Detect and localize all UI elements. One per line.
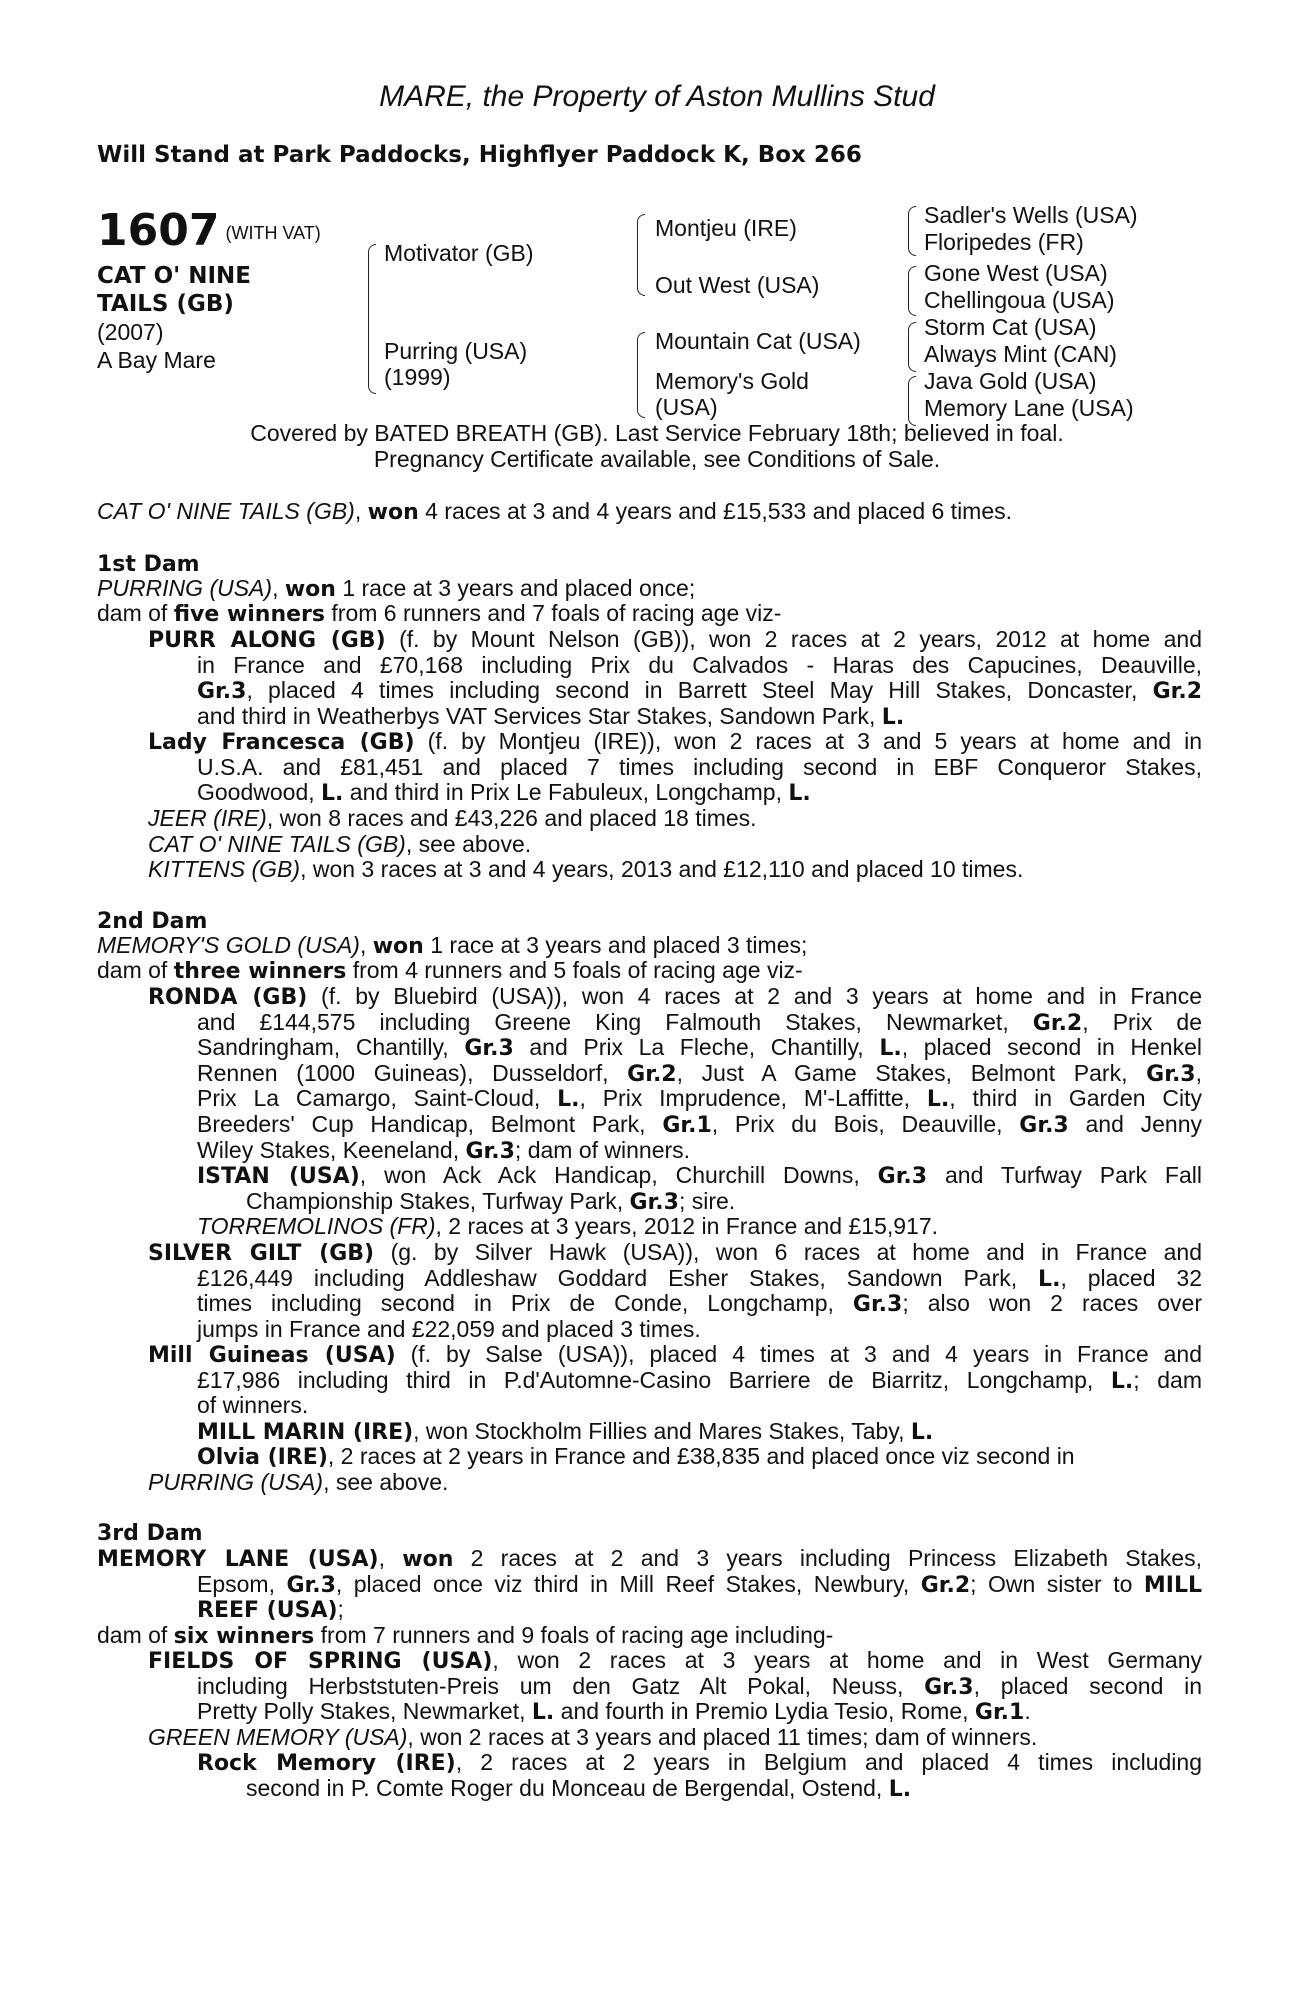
produce-istan (197, 1163, 1202, 1214)
text: from 7 runners and 9 foals of racing age including- (314, 1622, 834, 1648)
produce-mill-marin (197, 1419, 933, 1446)
text: , see above. (405, 831, 532, 857)
pedigree-dss: Storm Cat (USA) (924, 314, 1097, 340)
text: Rennen (1000 Guineas), Dusseldorf, (197, 1059, 628, 1086)
covering-note (0, 420, 1314, 472)
grade: Gr.2 (627, 1061, 677, 1087)
separator: , (378, 1545, 403, 1571)
text: , 2 races at 3 years, 2012 in France and £15,917. (435, 1213, 939, 1239)
text: , won 2 races at 3 years at home and in West Germany (492, 1647, 1202, 1673)
pedigree-dam-dam: Memory's Gold (655, 368, 809, 394)
horse-name: GREEN MEMORY (USA) (148, 1724, 408, 1750)
horse-name-line2: TAILS (GB) (97, 291, 234, 317)
text: from 4 runners and 5 foals of racing age viz- (346, 957, 803, 983)
text: , placed second in (973, 1672, 1203, 1699)
listed: L. (1110, 1368, 1134, 1394)
won-label: won (284, 577, 336, 602)
grade: Gr.3 (1019, 1112, 1069, 1138)
horse-name: PURR ALONG (GB) (148, 628, 386, 653)
grade: Gr.3 (629, 1189, 679, 1215)
page-title: MARE, the Property of Aston Mullins Stud (379, 80, 935, 113)
separator: , (359, 932, 373, 958)
text: ; Own sister to (970, 1570, 1144, 1597)
produce-olvia-cont (148, 1470, 448, 1496)
pedigree-brace (637, 214, 645, 296)
winners-count: six winners (173, 1624, 315, 1649)
separator: , (272, 575, 285, 601)
third-dam-heading: 3rd Dam (97, 1521, 203, 1546)
pedigree-dsd: Always Mint (CAN) (924, 341, 1117, 367)
text: ; sire. (678, 1187, 736, 1214)
pedigree-sire-sire: Montjeu (IRE) (655, 215, 797, 241)
pedigree-sire: Motivator (GB) (384, 240, 534, 266)
produce-purr-along (148, 627, 1202, 729)
first-dam-produce-line (97, 601, 781, 628)
dam-name: MEMORY'S GOLD (USA) (97, 932, 360, 958)
text: and £144,575 including Greene King Falmouth Stakes, Newmarket, (197, 1008, 1033, 1035)
listed: L. (888, 1776, 912, 1802)
pedigree-sdd: Chellingoua (USA) (924, 287, 1115, 313)
text: , placed 4 times including second in Barrett Steel May Hill Stakes, Doncaster, (246, 677, 1153, 704)
text: ; (337, 1596, 344, 1623)
text: and third in Weatherbys VAT Services Star Stakes, Sandown Park, (197, 702, 882, 729)
text: Epsom, (197, 1570, 287, 1597)
text: ; dam of winners. (514, 1136, 691, 1163)
produce-torremolinos (197, 1214, 938, 1240)
grade: Gr.3 (1146, 1061, 1196, 1087)
summary-horse: CAT O' NINE TAILS (GB) (97, 498, 355, 524)
winners-count: five winners (173, 602, 326, 627)
pedigree-brace (637, 332, 645, 418)
text: , Just A Game Stakes, Belmont Park, (676, 1059, 1147, 1086)
text: , won 8 races and £43,226 and placed 18 times. (266, 805, 757, 831)
text: in France and £70,168 including Prix du Calvados - Haras des Capucines, Deauville, (197, 651, 1202, 678)
grade: Gr.2 (920, 1572, 971, 1598)
listed: L. (321, 781, 344, 807)
summary-rest: 4 races at 3 and 4 years and £15,533 and placed 6 times. (418, 498, 1013, 524)
horse-name: ISTAN (USA) (197, 1164, 360, 1189)
text: dam of (97, 957, 174, 983)
text: , 2 races at 2 years in Belgium and placed 4 times including (455, 1749, 1202, 1775)
grade: Gr.2 (1152, 679, 1202, 705)
horse-name: Lady Francesca (GB) (148, 730, 415, 755)
pedigree-brace (908, 266, 916, 316)
horse-name: JEER (IRE) (148, 805, 267, 831)
text: Prix La Camargo, Saint-Cloud, (197, 1085, 558, 1112)
produce-ronda (148, 984, 1202, 1163)
text: ; dam (1133, 1366, 1203, 1393)
pedigree-brace (908, 322, 916, 372)
grade: Gr.3 (464, 1036, 514, 1062)
text: , placed once viz third in Mill Reef Stakes, Newbury, (335, 1570, 921, 1597)
pedigree-dam: Purring (USA) (384, 338, 528, 364)
text: , Prix Imprudence, M'-Laffitte, (579, 1085, 927, 1112)
produce-green-memory (148, 1725, 1037, 1751)
produce-cat-o-nine-tails (148, 832, 531, 858)
pedigree-brace (908, 376, 916, 426)
text: Wiley Stakes, Keeneland, (197, 1136, 466, 1163)
won-label: won (402, 1547, 454, 1572)
lot-number: 1607 (97, 205, 220, 256)
produce-kittens (148, 857, 1023, 883)
horse-description: A Bay Mare (97, 347, 216, 373)
won-label: won (372, 934, 424, 959)
horse-name: MILL (1143, 1572, 1202, 1598)
dam-name: PURRING (USA) (97, 575, 273, 601)
text: and fourth in Premio Lydia Tesio, Rome, (554, 1698, 975, 1725)
text: and Prix La Fleche, Chantilly, (513, 1034, 880, 1061)
text: (f. by Mount Nelson (GB)), won 2 races at 2 years, 2012 at home and (385, 626, 1202, 652)
horse-name: REEF (USA) (197, 1598, 338, 1624)
pedigree-sss: Sadler's Wells (USA) (924, 202, 1138, 228)
winners-count: three winners (173, 959, 347, 984)
horse-name: FIELDS OF SPRING (USA) (148, 1649, 493, 1674)
horse-name: PURRING (USA) (148, 1469, 324, 1495)
pedigree-dam-year: (1999) (384, 364, 451, 390)
grade: Gr.1 (662, 1112, 712, 1138)
pedigree-brace (368, 244, 376, 394)
pedigree-dam-sire: Mountain Cat (USA) (655, 328, 861, 354)
stand-location: Will Stand at Park Paddocks, Highflyer Paddock K, Box 266 (97, 142, 862, 168)
text: and third in Prix Le Fabuleux, Longchamp, (343, 779, 789, 806)
text: , won 3 races at 3 and 4 years, 2013 and £12,110 and placed 10 times. (300, 856, 1024, 882)
summary-won: won (367, 500, 419, 525)
text: , won Ack Ack Handicap, Churchill Downs, (359, 1162, 878, 1188)
text: 2 races at 2 and 3 years including Princess Elizabeth Stakes, (453, 1545, 1202, 1571)
text: of winners. (197, 1392, 309, 1419)
text: and Turfway Park Fall (927, 1162, 1202, 1188)
lot-number-line (97, 206, 321, 256)
horse-name: RONDA (GB) (148, 985, 308, 1010)
text: £17,986 including third in P.d'Automne-Casino Barriere de Biarritz, Longchamp, (197, 1366, 1111, 1393)
pedigree-dam-dam-origin: (USA) (655, 394, 718, 420)
listed: L. (557, 1087, 580, 1113)
text: (g. by Silver Hawk (USA)), won 6 races at home and in France and (374, 1239, 1202, 1265)
produce-silver-gilt (148, 1240, 1202, 1342)
text: . (1024, 1698, 1031, 1725)
listed: L. (881, 704, 905, 730)
vat-note: (WITH VAT) (225, 223, 321, 243)
text: Breeders' Cup Handicap, Belmont Park, (197, 1110, 663, 1137)
second-dam-heading: 2nd Dam (97, 909, 208, 934)
produce-jeer (148, 806, 757, 832)
text: from 6 runners and 7 foals of racing age viz- (325, 600, 782, 626)
first-dam-heading: 1st Dam (97, 552, 200, 577)
dam-name: MEMORY LANE (USA) (97, 1547, 379, 1572)
grade: Gr.3 (286, 1572, 336, 1598)
horse-name: Rock Memory (IRE) (197, 1751, 456, 1776)
listed: L. (788, 781, 811, 807)
text: , Prix de (1082, 1008, 1202, 1035)
dam-record: 1 race at 3 years and placed once; (335, 575, 696, 601)
covered-line-1: Covered by BATED BREATH (GB). Last Service February 18th; believed in foal. (250, 420, 1064, 446)
second-dam-produce-line (97, 958, 803, 985)
text: (f. by Bluebird (USA)), won 4 races at 2 and 3 years at home and in France (307, 983, 1202, 1009)
horse-name: SILVER GILT (GB) (148, 1241, 375, 1266)
listed: L. (879, 1036, 902, 1062)
text: Pretty Polly Stakes, Newmarket, (197, 1698, 532, 1725)
grade: Gr.3 (924, 1674, 974, 1700)
produce-rock-memory (197, 1750, 1202, 1801)
pedigree-ssd: Floripedes (FR) (924, 229, 1084, 255)
third-dam-record (97, 1546, 1202, 1623)
text: , won Stockholm Fillies and Mares Stakes, Taby, (413, 1418, 911, 1444)
horse-name: MILL MARIN (IRE) (197, 1420, 414, 1445)
first-dam-line (97, 576, 695, 603)
text: £126,449 including Addleshaw Goddard Esher Stakes, Sandown Park, (197, 1264, 1039, 1291)
text: second in P. Comte Roger du Monceau de Bergendal, Ostend, (246, 1774, 889, 1801)
text: , placed 32 (1060, 1264, 1202, 1291)
text: dam of (97, 1622, 174, 1648)
lot-info (97, 206, 321, 374)
text: , placed second in Henkel (901, 1034, 1202, 1061)
grade: Gr.1 (974, 1700, 1025, 1726)
produce-lady-francesca (148, 729, 1202, 806)
text: Championship Stakes, Turfway Park, (246, 1187, 630, 1214)
text: , see above. (323, 1469, 449, 1495)
produce-mill-guineas (148, 1342, 1202, 1419)
pedigree-ddd: Memory Lane (USA) (924, 395, 1134, 421)
horse-name-line1: CAT O' NINE (97, 263, 251, 289)
text: including Herbststuten-Preis um den Gatz Alt Pokal, Neuss, (197, 1672, 925, 1699)
horse-name: Olvia (IRE) (197, 1445, 328, 1470)
dam-record: 1 race at 3 years and placed 3 times; (423, 932, 808, 958)
listed: L. (910, 1420, 934, 1445)
listed: L. (531, 1700, 555, 1726)
grade: Gr.3 (852, 1292, 903, 1318)
text: , won 2 races at 3 years and placed 11 times; dam of winners. (407, 1724, 1038, 1750)
text: ; also won 2 races over (902, 1290, 1202, 1317)
text: U.S.A. and £81,451 and placed 7 times including second in EBF Conqueror Stakes, (197, 753, 1202, 780)
produce-olvia (197, 1444, 1075, 1471)
text: dam of (97, 600, 174, 626)
text: Sandringham, Chantilly, (197, 1034, 465, 1061)
covered-line-2: Pregnancy Certificate available, see Conditions of Sale. (373, 446, 941, 472)
third-dam-produce-line (97, 1623, 833, 1650)
pedigree-brace (908, 206, 916, 256)
text: jumps in France and £22,059 and placed 3 times. (197, 1315, 701, 1342)
text: , 2 races at 2 years in France and £38,835 and placed once viz second in (327, 1443, 1075, 1469)
text: times including second in Prix de Conde, Longchamp, (197, 1290, 853, 1317)
second-dam-line (97, 933, 807, 960)
pedigree-sds: Gone West (USA) (924, 260, 1108, 286)
grade: Gr.3 (197, 679, 247, 705)
horse-name: TORREMOLINOS (FR) (197, 1213, 436, 1239)
text: , Prix du Bois, Deauville, (711, 1110, 1020, 1137)
pedigree-dds: Java Gold (USA) (924, 368, 1097, 394)
horse-name: KITTENS (GB) (148, 856, 301, 882)
foaling-year: (2007) (97, 319, 164, 345)
produce-fields-of-spring (148, 1648, 1202, 1725)
listed: L. (1038, 1266, 1061, 1292)
listed: L. (926, 1087, 950, 1113)
text: Goodwood, (197, 779, 322, 806)
race-summary: CAT O' NINE TAILS (GB), won 4 races at 3 and 4 years and £15,533 and placed 6 times. (97, 498, 1013, 525)
pedigree-sire-dam: Out West (USA) (655, 272, 820, 298)
grade: Gr.2 (1032, 1010, 1083, 1036)
text: (f. by Montjeu (IRE)), won 2 races at 3 and 5 years at home and in (414, 728, 1202, 754)
horse-name: CAT O' NINE TAILS (GB) (148, 831, 406, 857)
text: and Jenny (1068, 1110, 1203, 1137)
grade: Gr.3 (877, 1164, 928, 1189)
text: , (1195, 1059, 1202, 1086)
text: (f. by Salse (USA)), placed 4 times at 3 and 4 years in France and (395, 1341, 1202, 1367)
text: , third in Garden City (949, 1085, 1202, 1112)
horse-name: Mill Guineas (USA) (148, 1343, 396, 1368)
grade: Gr.3 (465, 1138, 515, 1164)
